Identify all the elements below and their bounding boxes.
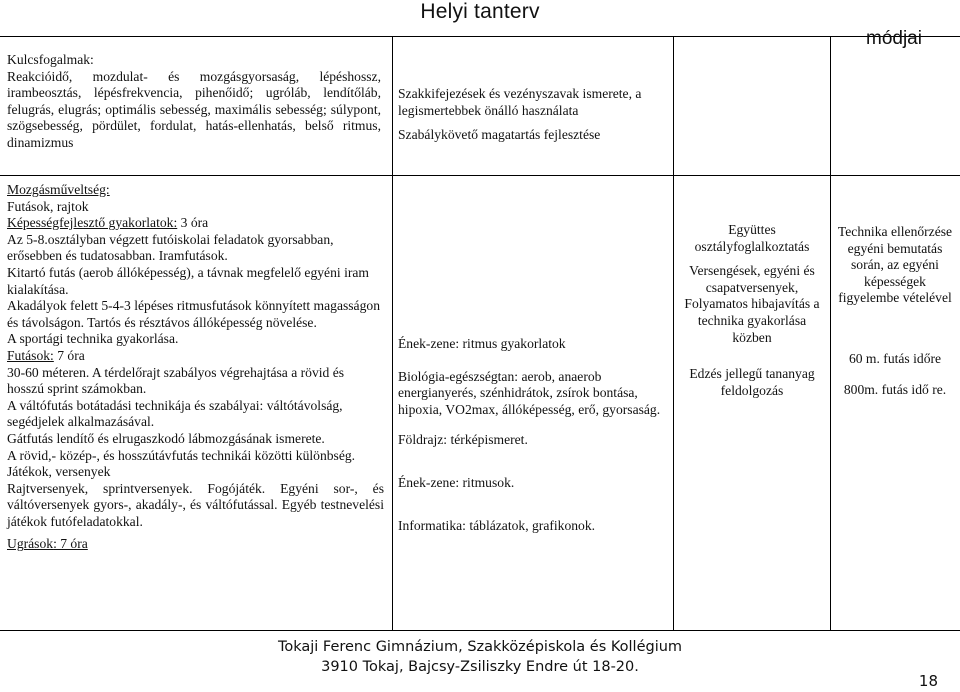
content-paragraph: 30-60 méteren. A térdelőrajt szabályos végrehajtása a rövid és hosszú sprint számokban.	[7, 364, 345, 397]
content-paragraph: Gátfutás lendítő és elrugaszkodó lábmozgásának ismerete.	[7, 430, 325, 446]
cross-curricular-cell	[398, 336, 666, 534]
table-top-border	[0, 36, 960, 37]
assessment-800m: 800m. futás idő re.	[843, 381, 947, 397]
assessment-60m: 60 m. futás időre	[848, 350, 942, 366]
table-col-divider-2	[673, 36, 674, 630]
table-col-divider-3	[830, 36, 831, 630]
competition-text: Versengések, egyéni és csapatversenyek, Folyamatos hibajavítás a technika gyakorlása közben	[684, 263, 820, 345]
organization-text: Együttes osztályfoglalkoztatás	[694, 222, 810, 254]
content-paragraph: A váltófutás botátadási technikája és szabályai: váltótávolság, segédjelek alkalmazásával.	[7, 397, 343, 430]
skill-exercises-heading	[7, 215, 384, 232]
terminology-text: Szakkifejezések és vezényszavak ismerete, a legismertebbek önálló használata	[398, 86, 642, 118]
curriculum-content-cell	[7, 182, 384, 553]
training-text: Edzés jellegű tananyag feldolgozás	[689, 366, 815, 398]
assessment-text: Technika ellenőrzése egyéni bemutatás során, az egyéni képességek figyelembe vételével	[837, 224, 953, 306]
informatics-link: Informatika: táblázatok, grafikonok.	[398, 517, 596, 533]
content-paragraph: A rövid,- közép-, és hosszútávfutás technikái közötti különbség.	[7, 447, 356, 463]
page-header-title: Helyi tanterv	[420, 0, 540, 23]
content-paragraph: Akadályok felett 5-4-3 lépéses ritmusfutások könnyített magasságon és távolságon. Tartós és résztávos állóképesség növelése.	[7, 298, 380, 330]
page-footer	[0, 637, 960, 677]
jumps-hours: : 7 óra	[53, 536, 88, 552]
content-paragraph: Kitartó futás (aerob állóképesség), a távnak megfelelő egyéni iram kialakítása.	[7, 264, 369, 297]
runs-label: Futások:	[7, 347, 54, 363]
movement-culture-heading: Mozgásműveltség:	[7, 182, 110, 197]
table-bottom-border	[0, 630, 960, 631]
runs-hours: 7 óra	[53, 347, 85, 363]
page-number: 18	[918, 672, 938, 690]
runs-heading	[7, 348, 384, 365]
skill-exercises-label: Képességfejlesztő gyakorlatok:	[7, 215, 178, 231]
biology-link: Biológia-egészségtan: aerob, anaerob energianyerés, szénhidrátok, zsírok bontása, hipoxia, VO2max, állóképesség, erő, gyorsaság.	[398, 368, 661, 417]
table-col-divider-1	[392, 36, 393, 630]
skill-exercises-hours: 3 óra	[177, 215, 209, 231]
column-header-modjai: módjai	[866, 28, 922, 49]
music-rhythm-exercises: Ének-zene: ritmus gyakorlatok	[398, 336, 566, 351]
content-paragraph: Rajtversenyek, sprintversenyek. Fogójáték. Egyéni sor-, és váltóversenyek gyors-, akadály-, és váltófutással. Egyéb testnevelési játékok futófeladatokkal.	[7, 480, 384, 529]
table-row-divider	[0, 175, 960, 176]
geography-link: Földrajz: térképismeret.	[398, 432, 528, 448]
content-paragraph: A sportági technika gyakorlása.	[7, 331, 179, 347]
key-concepts-heading: Kulcsfogalmak:	[7, 52, 94, 67]
jumps-heading	[7, 536, 384, 553]
content-paragraph: Az 5-8.osztályban végzett futóiskolai feladatok gyorsabban, erősebben és tudatosabban. Iramfutások.	[7, 231, 334, 264]
organization-cell	[680, 222, 824, 399]
key-concepts-cell	[7, 52, 381, 152]
jumps-label: Ugrások	[7, 536, 54, 552]
music-rhythms-link: Ének-zene: ritmusok.	[398, 474, 515, 490]
runs-starts-heading: Futások, rajtok	[7, 198, 89, 214]
content-paragraph: Játékok, versenyek	[7, 464, 111, 480]
footer-school-name: Tokaji Ferenc Gimnázium, Szakközépiskola és Kollégium	[277, 639, 683, 655]
assessment-cell	[836, 224, 954, 398]
footer-address: 3910 Tokaj, Bajcsy-Zsiliszky Endre út 18-20.	[321, 659, 639, 675]
behavior-text: Szabálykövető magatartás fejlesztése	[398, 127, 601, 143]
terminology-cell	[398, 86, 658, 144]
key-concepts-text: Reakcióidő, mozdulat- és mozgásgyorsaság, lépéshossz, irambeosztás, lépésfrekvencia, pihenőidő; ugróláb, lendítőláb, felugrás, elugrás; optimális sebesség, maximális sebesség; súlypont, szögsebesség, pördület, fordulat, hatás-ellenhatás, belső ritmus, dinamizmus	[7, 68, 381, 150]
